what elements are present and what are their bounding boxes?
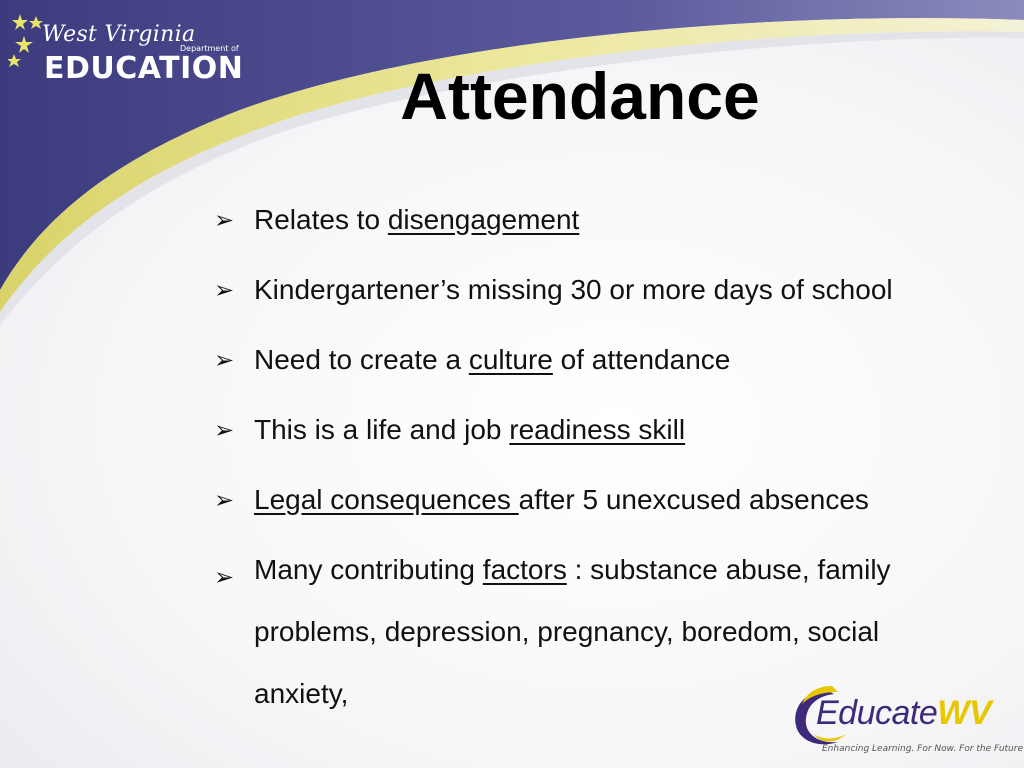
wv-department-of-education-logo [8, 12, 248, 84]
educatewv-logo [786, 682, 1024, 764]
bullet-text: Kindergartener’s missing 30 or more days of school [254, 274, 893, 305]
bullet-text: This is a life and job [254, 414, 510, 445]
bullet-underlined-text: disengagement [387, 204, 580, 235]
educatewv-tagline: Enhancing Learning. For Now. For the Future [822, 744, 1024, 754]
arrow-bullet-icon: ➢ [214, 416, 235, 444]
bullet-text-after: of attendance [552, 344, 731, 375]
slide-title: Attendance [400, 59, 760, 133]
educate-text: Educate [816, 694, 938, 732]
bullet-underlined-text: readiness skill [509, 414, 686, 445]
bullet-text-after: after 5 unexcused absences [518, 484, 869, 515]
bullet-underlined-text: culture [468, 344, 553, 375]
bullet-item [214, 406, 1004, 454]
arrow-bullet-icon: ➢ [214, 276, 235, 304]
arrow-bullet-icon: ➢ [214, 563, 235, 591]
bullet-item [214, 336, 1004, 384]
arrow-bullet-icon: ➢ [214, 346, 235, 374]
bullet-item [214, 266, 1004, 314]
logo-script-text: West Virginia [42, 22, 196, 47]
bullet-text: Relates to [254, 204, 388, 235]
logo-education-text: EDUCATION [44, 51, 244, 86]
bullet-item [214, 196, 1004, 244]
logo-dept-text: Department of [180, 44, 239, 53]
bullet-text: Many contributing [254, 554, 483, 585]
bullet-list [214, 196, 1004, 747]
bullet-text: Need to create a [254, 344, 469, 375]
arrow-bullet-icon: ➢ [214, 486, 235, 514]
bullet-underlined-text: factors [482, 554, 567, 585]
bullet-text-after: : substance abuse, family problems, depression, pregnancy, boredom, social anxiety, [254, 554, 891, 709]
educatewv-wordmark [816, 694, 991, 733]
bullet-underlined-text: Legal consequences [254, 484, 519, 515]
wv-text: WV [937, 694, 992, 732]
bullet-item [214, 476, 1004, 524]
arrow-bullet-icon: ➢ [214, 206, 235, 234]
